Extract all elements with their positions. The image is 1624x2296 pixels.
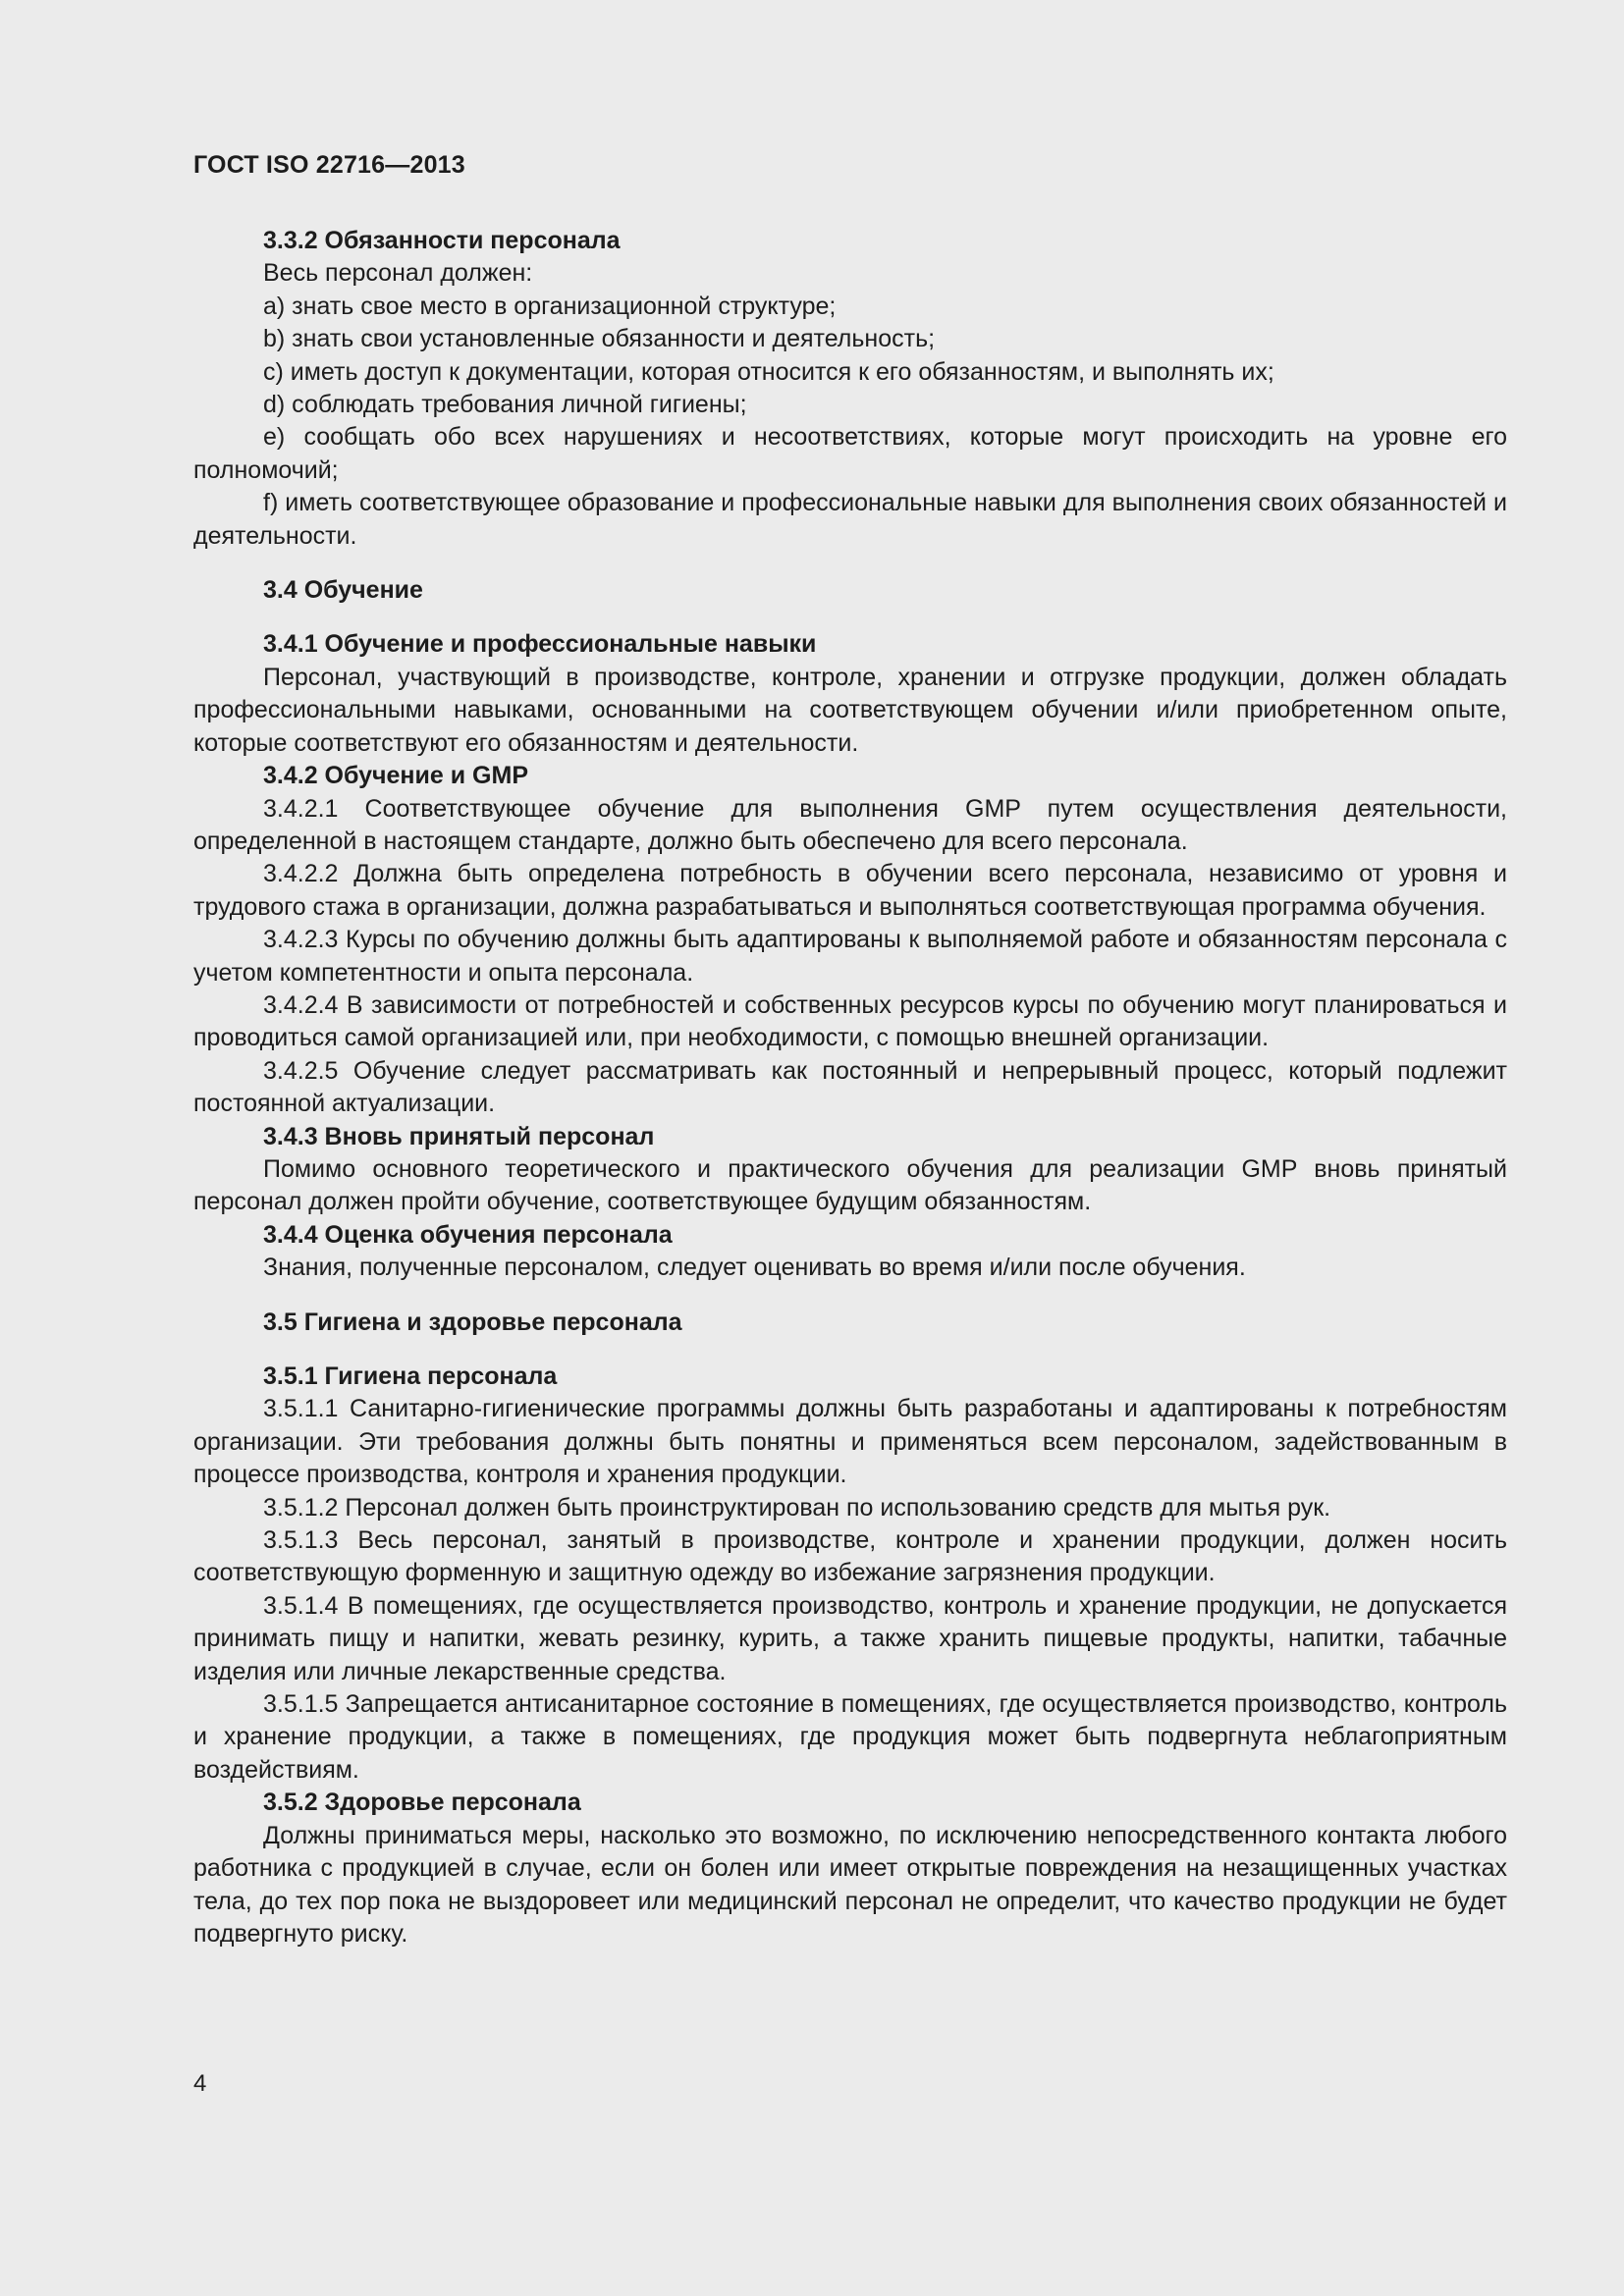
paragraph: b) знать свои установленные обязанности и деятельность; — [263, 325, 936, 353]
paragraph: a) знать свое место в организационной структуре; — [263, 292, 837, 320]
section-heading: 3.5.1 Гигиена персонала — [263, 1362, 558, 1390]
paragraph: c) иметь доступ к документации, которая относится к его обязанностям, и выполнять их; — [263, 357, 1274, 386]
paragraph: 3.5.1.3 Весь персонал, занятый в производстве, контроле и хранении продукции, должен носить соответствующую форменную и защитную одежду во избежание загрязнения продукции. — [193, 1526, 1507, 1587]
paragraph: 3.4.2.1 Соответствующее обучение для выполнения GMP путем осуществления деятельности, определенной в настоящем стандарте, должно быть обеспечено для всего персонала. — [193, 794, 1507, 855]
paragraph: Знания, полученные персоналом, следует оценивать во время и/или после обучения. — [263, 1254, 1246, 1282]
page-number: 4 — [193, 2070, 207, 2097]
section-heading: 3.3.2 Обязанности персонала — [263, 227, 621, 254]
section-heading: 3.4.4 Оценка обучения персонала — [263, 1220, 673, 1249]
section-heading: 3.4.3 Вновь принятый персонал — [263, 1122, 655, 1150]
paragraph: f) иметь соответствующее образование и профессиональные навыки для выполнения своих обязанностей и деятельности. — [193, 489, 1507, 550]
paragraph: 3.4.2.2 Должна быть определена потребность в обучении всего персонала, независимо от уровня и трудового стажа в организации, должна разрабатываться и выполняться соответствующая программа обучения. — [193, 860, 1507, 921]
paragraph: Персонал, участвующий в производстве, контроле, хранении и отгрузке продукции, должен обладать профессиональными навыками, основанными на соответствующем обучении и/или приобретенном опыте, которые соответствуют его обязанностям и деятельности. — [193, 663, 1507, 757]
paragraph: 3.4.2.5 Обучение следует рассматривать как постоянный и непрерывный процесс, который подлежит постоянной актуализации. — [193, 1056, 1507, 1118]
paragraph: 3.5.1.4 В помещениях, где осуществляется производство, контроль и хранение продукции, не допускается принимать пищу и напитки, жевать резинку, курить, а также хранить пищевые продукты, напитки, табачные изделия или личные лекарственные средства. — [193, 1591, 1507, 1685]
paragraph: 3.4.2.4 В зависимости от потребностей и собственных ресурсов курсы по обучению могут планироваться и проводиться самой организацией или, при необходимости, с помощью внешней организации. — [193, 990, 1507, 1052]
section-heading: 3.4.2 Обучение и GMP — [263, 762, 529, 790]
paragraph: Весь персонал должен: — [263, 259, 533, 288]
paragraph: 3.5.1.1 Санитарно-гигиенические программы должны быть разработаны и адаптированы к потребностям организации. Эти требования должны быть понятны и применяться всем персоналом, задействованным в процессе производства, контроля и хранения продукции. — [193, 1395, 1507, 1489]
document-header: ГОСТ ISO 22716—2013 — [193, 151, 465, 179]
document-body — [193, 225, 1507, 1950]
paragraph: d) соблюдать требования личной гигиены; — [263, 391, 747, 419]
paragraph: 3.5.1.5 Запрещается антисанитарное состояние в помещениях, где осуществляется производство, контроль и хранение продукции, а также в помещениях, где продукция может быть подвергнута неблагоприятным воздействиям. — [193, 1690, 1507, 1784]
paragraph: 3.4.2.3 Курсы по обучению должны быть адаптированы к выполняемой работе и обязанностям персонала с учетом компетентности и опыта персонала. — [193, 926, 1507, 987]
paragraph: Помимо основного теоретического и практического обучения для реализации GMP вновь принятый персонал должен пройти обучение, соответствующее будущим обязанностям. — [193, 1154, 1507, 1216]
paragraph: Должны приниматься меры, насколько это возможно, по исключению непосредственного контакта любого работника с продукцией в случае, если он болен или имеет открытые повреждения на незащищенных участках тела, до тех пор пока не выздоровеет или медицинский персонал не определит, что качество продукции не будет подвергнуто риску. — [193, 1821, 1507, 1948]
section-heading: 3.4.1 Обучение и профессиональные навыки — [263, 630, 817, 659]
section-heading: 3.5.2 Здоровье персонала — [263, 1789, 581, 1817]
paragraph: e) сообщать обо всех нарушениях и несоответствиях, которые могут происходить на уровне его полномочий; — [193, 423, 1507, 484]
paragraph: 3.5.1.2 Персонал должен быть проинструктирован по использованию средств для мытья рук. — [263, 1493, 1331, 1522]
section-heading: 3.5 Гигиена и здоровье персонала — [263, 1308, 682, 1336]
document-page — [193, 0, 1507, 2296]
section-heading: 3.4 Обучение — [263, 576, 423, 605]
